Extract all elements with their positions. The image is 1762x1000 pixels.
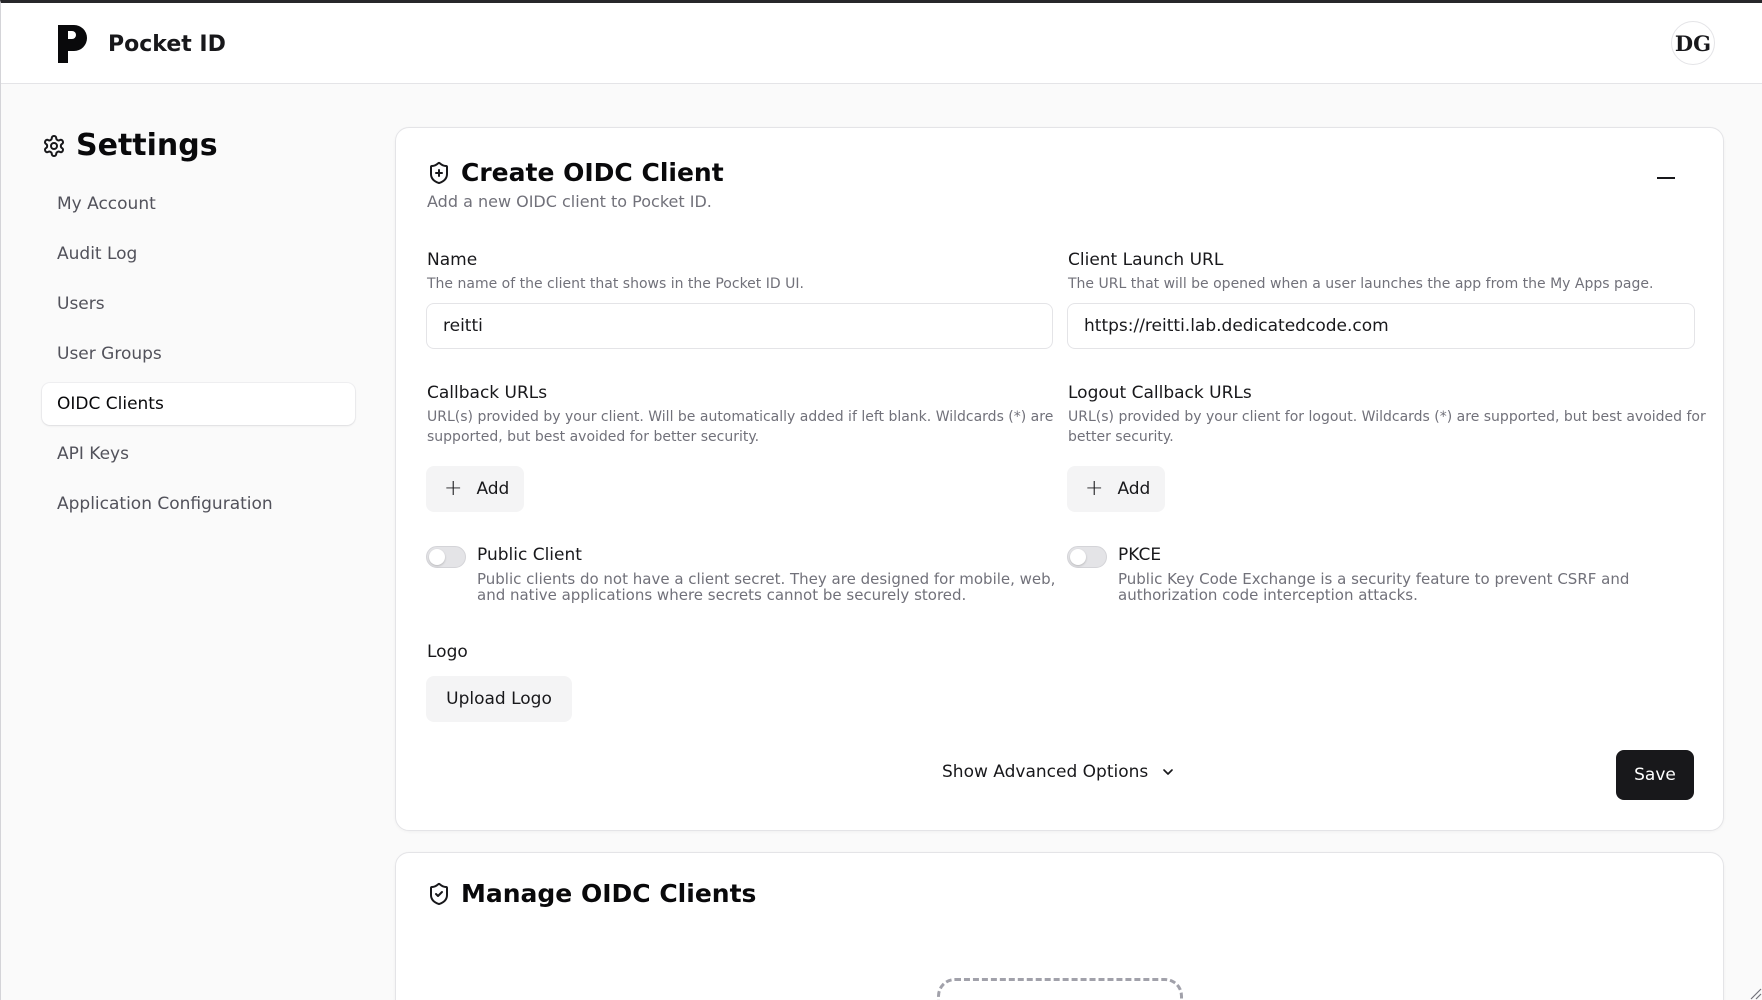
chevron-down-icon: [1160, 764, 1176, 780]
logo-label: Logo: [427, 642, 468, 662]
public-client-label: Public Client: [477, 545, 582, 565]
avatar-initials: DG: [1674, 30, 1712, 56]
pocket-id-logo: [56, 23, 88, 65]
callback-urls-label: Callback URLs: [427, 383, 548, 403]
card-title: Manage OIDC Clients: [461, 879, 757, 908]
sidebar-item-api-keys[interactable]: API Keys: [57, 444, 129, 464]
public-client-description: Public clients do not have a client secret. They are designed for mobile, web, and native applications where secrets cannot be securely stored.: [477, 570, 1056, 604]
card-header: [427, 879, 756, 908]
pkce-label: PKCE: [1118, 545, 1162, 565]
avatar[interactable]: [1671, 21, 1715, 65]
sidebar-item-oidc-clients[interactable]: OIDC Clients: [42, 383, 355, 425]
settings-heading: [42, 128, 218, 163]
pkce-toggle[interactable]: [1067, 546, 1107, 568]
empty-state-placeholder: [937, 978, 1183, 1000]
card-title: Create OIDC Client: [461, 158, 724, 187]
resize-grip-icon[interactable]: [1746, 984, 1762, 1000]
name-description: The name of the client that shows in the Pocket ID UI.: [427, 276, 804, 292]
sidebar-item-application-configuration[interactable]: Application Configuration: [57, 494, 273, 514]
callback-urls-description: URL(s) provided by your client. Will be automatically added if left blank. Wildcards (*) are supported, but best avoided for better security.: [427, 409, 1054, 445]
logout-callback-urls-label: Logout Callback URLs: [1068, 383, 1252, 403]
launch-url-description: The URL that will be opened when a user launches the app from the My Apps page.: [1068, 276, 1654, 292]
sidebar-item-my-account[interactable]: My Account: [57, 194, 156, 214]
launch-url-input[interactable]: [1067, 303, 1695, 349]
logout-callback-urls-field-group: [1068, 383, 1708, 447]
minus-icon: [1657, 177, 1675, 179]
add-logout-callback-url-button[interactable]: [1067, 466, 1165, 512]
callback-urls-field-group: [427, 383, 1057, 447]
pkce-description: Public Key Code Exchange is a security feature to prevent CSRF and authorization code interception attacks.: [1118, 570, 1630, 604]
top-bar: [1, 3, 1762, 84]
sidebar-nav: [42, 183, 355, 533]
save-button[interactable]: Save: [1616, 750, 1694, 800]
add-callback-url-label: Add: [476, 479, 510, 499]
add-callback-url-button[interactable]: [426, 466, 524, 512]
shield-plus-icon: [427, 161, 451, 185]
name-input[interactable]: [426, 303, 1053, 349]
show-advanced-options-toggle[interactable]: [942, 757, 1176, 787]
toggle-knob: [1070, 549, 1086, 565]
gear-icon: [42, 134, 66, 158]
brand[interactable]: [56, 23, 226, 65]
sidebar-item-users[interactable]: Users: [57, 294, 105, 314]
name-label: Name: [427, 250, 478, 270]
create-oidc-client-card: [395, 127, 1724, 831]
collapse-button[interactable]: [1646, 158, 1686, 198]
show-advanced-options-label: Show Advanced Options: [942, 762, 1149, 782]
toggle-knob: [429, 549, 445, 565]
sidebar-item-audit-log[interactable]: Audit Log: [57, 244, 138, 264]
plus-icon: +: [1085, 476, 1104, 501]
add-logout-callback-url-label: Add: [1117, 479, 1151, 499]
manage-oidc-clients-card: [395, 852, 1724, 1000]
upload-logo-button[interactable]: Upload Logo: [426, 676, 572, 722]
launch-url-field-group: [1068, 250, 1708, 294]
card-header: [427, 158, 724, 187]
name-field-group: [427, 250, 1057, 294]
plus-icon: +: [444, 476, 463, 501]
sidebar-item-user-groups[interactable]: User Groups: [57, 344, 162, 364]
brand-name: Pocket ID: [108, 31, 226, 57]
launch-url-label: Client Launch URL: [1068, 250, 1224, 270]
card-subtitle: Add a new OIDC client to Pocket ID.: [427, 192, 712, 211]
page-title: Settings: [76, 128, 218, 163]
public-client-toggle[interactable]: [426, 546, 466, 568]
logout-callback-urls-description: URL(s) provided by your client for logout. Wildcards (*) are supported, but best avoided for better security.: [1068, 409, 1706, 445]
shield-check-icon: [427, 882, 451, 906]
